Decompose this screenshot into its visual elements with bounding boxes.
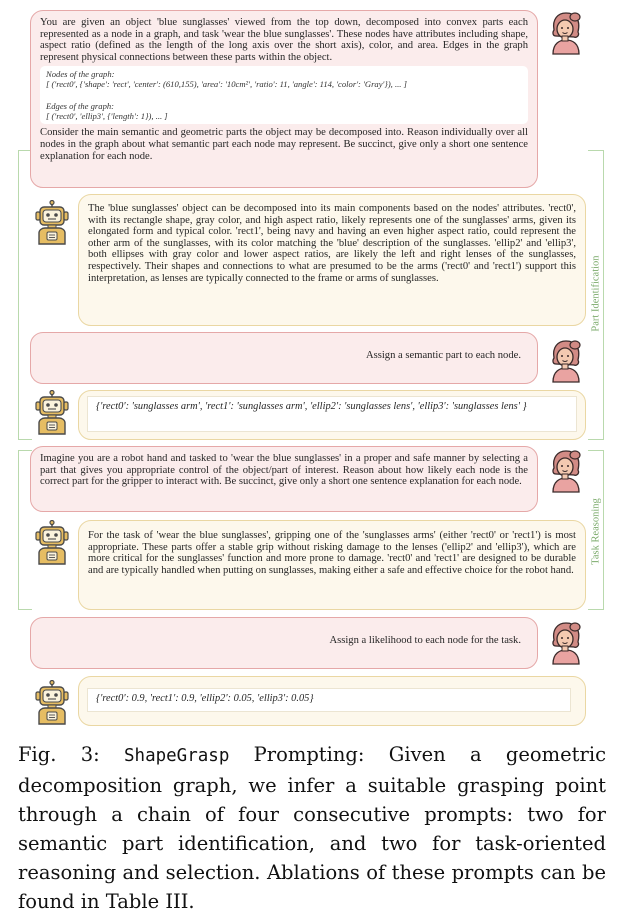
task-reasoning-label: Task Reasoning (590, 498, 602, 565)
person-avatar-icon (544, 10, 588, 56)
person-avatar-icon (544, 448, 588, 494)
prompt-1-outro: Consider the main semantic and geometric parts the object may be decomposed into. Reason individually over all nodes in the graph about what semantic part each node may represent. Be succinct, give only a short one sentence explanation for each node. (40, 127, 528, 162)
person-avatar-icon (544, 620, 588, 666)
robot-avatar-icon (30, 680, 74, 726)
response-4-bubble (78, 676, 586, 726)
part-identification-label: Part Identification (590, 255, 602, 332)
nodes-label: Nodes of the graph: (46, 69, 115, 80)
prompt-3-text: Imagine you are a robot hand and tasked to 'wear the blue sunglasses' in a proper and safe manner by selecting a part that gives you appropriate control of the object/part of interest. Reason about how likely each node is the correct part for the gripper to interact with. Be succinct, give only a short one sentence explanation for each node. (40, 453, 528, 488)
response-4-output-box (87, 688, 571, 712)
prompt-1-bubble (30, 10, 538, 188)
prompt-2-text: Assign a semantic part to each node. (365, 350, 521, 361)
prompt-2-bubble (30, 332, 538, 384)
nodes-value: [ ('rect0', {'shape': 'rect', 'center': (610,155), 'area': '10cm²', 'ratio': 11, 'angle': 114, 'color': 'Gray'}), ... ] (46, 79, 407, 90)
person-avatar-icon (544, 338, 588, 384)
prompt-1-intro: You are given an object 'blue sunglasses' viewed from the top down, decomposed into convex parts each represented as a node in a graph, and task 'wear the blue sunglasses'. These nodes have attributes including shape, aspect ratio (defined as the length of the long axis over the short axis), color, and area. Edges in the graph represent physical connections between these parts within the object. (40, 17, 528, 63)
graph-definition-box (40, 66, 528, 124)
response-3-bubble (78, 520, 586, 610)
figure-caption (18, 740, 606, 916)
response-1-text: The 'blue sunglasses' object can be decomposed into its main components based on the nodes' attributes. 'rect0', with its rectangle shape, gray color, and high aspect ratio, likely represents one of the sunglasses' arms, given its elongated form and typical color. 'rect1', being navy and having an even higher aspect ratio, could represent the other arm of the sunglasses, with its color matching the 'blue' description of the sunglasses. 'ellip2' and 'ellip3', both ellipses with gray color and lower aspect ratios, are likely the left and right lenses of the sunglasses, respectively. Their shapes and connections to what are presumed to be the arms ('rect0' and 'rect1') support this interpretation, as lenses are typically connected to the frame or arms of sunglasses. (88, 203, 576, 284)
edges-value: [ ('rect0', 'ellip3', {'length': 1}), ... ] (46, 111, 168, 122)
caption-method-name: ShapeGrasp (124, 746, 230, 766)
response-1-bubble (78, 194, 586, 326)
robot-avatar-icon (30, 200, 74, 246)
response-3-text: For the task of 'wear the blue sunglasses', gripping one of the 'sunglasses arms' (either 'rect0' or 'rect1') is most appropriate. These parts offer a stable grip without risking damage to the lenses ('ellip2' and 'ellip3'), which are more critical for the sunglasses' function and more prone to damage. 'rect0' and 'rect1' are designed to be durable and are typically handled when putting on sunglasses, making either a safe and effective choice for the robot hand. (88, 530, 576, 576)
prompt-4-text: Assign a likelihood to each node for the task. (329, 635, 521, 646)
response-2-output-box (87, 396, 577, 432)
caption-text: Prompting: Given a geometric decomposition graph, we infer a suitable grasping point through a chain of four consecutive prompts: two for semantic part identification, and two for task-oriented reasoning and selection. Ablations of these prompts can be found in Table III. (18, 743, 606, 913)
caption-fig-label: Fig. 3: (18, 743, 124, 766)
robot-avatar-icon (30, 390, 74, 436)
prompt-3-bubble (30, 446, 538, 512)
response-2-text: {'rect0': 'sunglasses arm', 'rect1': 'sunglasses arm', 'ellip2': 'sunglasses lens', 'ellip3': 'sunglasses lens' } (96, 401, 527, 412)
prompt-4-bubble (30, 617, 538, 669)
response-2-bubble (78, 390, 586, 440)
edges-label: Edges of the graph: (46, 101, 115, 112)
response-4-text: {'rect0': 0.9, 'rect1': 0.9, 'ellip2': 0.05, 'ellip3': 0.05} (96, 693, 314, 704)
robot-avatar-icon (30, 520, 74, 566)
